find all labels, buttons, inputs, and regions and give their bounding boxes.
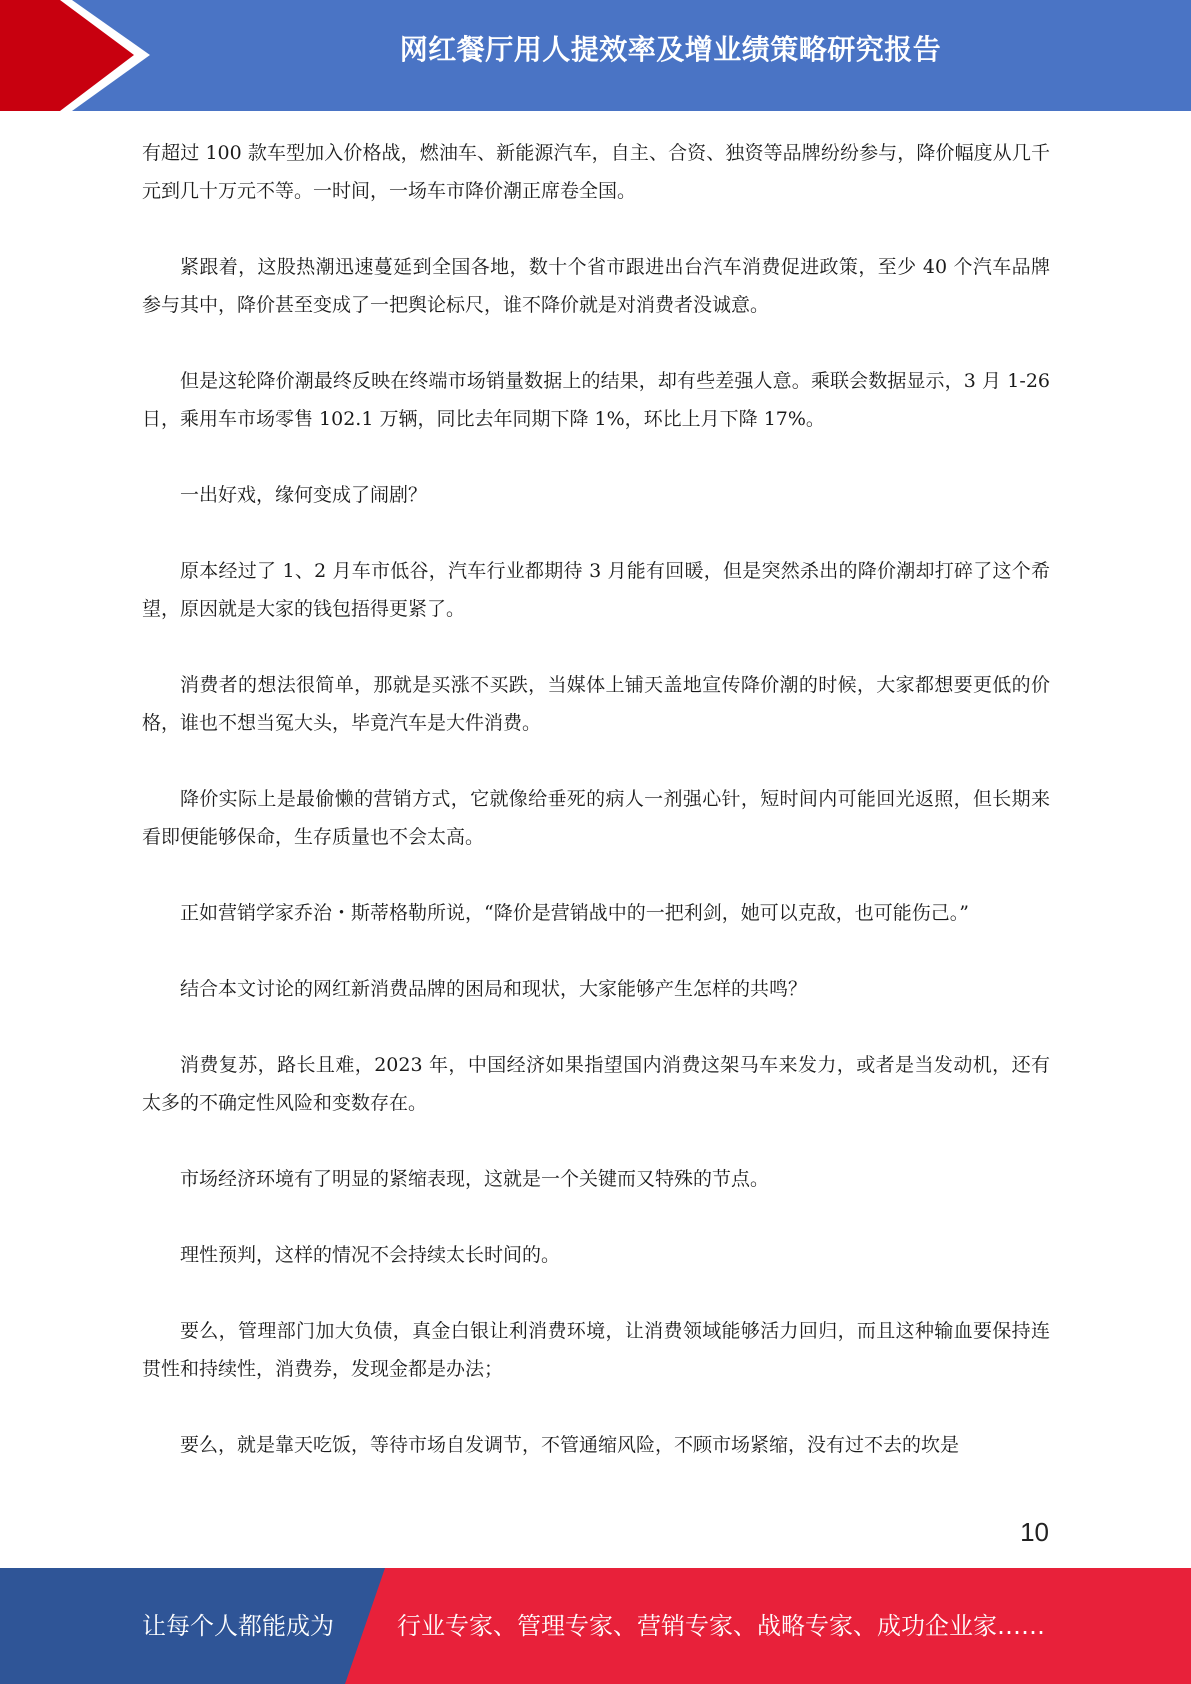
report-title: 网红餐厅用人提效率及增业绩策略研究报告 [399, 33, 942, 66]
paragraph: 原本经过了 1、2 月车市低谷，汽车行业都期待 3 月能有回暖，但是突然杀出的降价潮却打碎了这个希望，原因就是大家的钱包捂得更紧了。 [142, 560, 1050, 620]
paragraph: 要么，管理部门加大负债，真金白银让利消费环境，让消费领域能够活力回归，而且这种输血要保持连贯性和持续性，消费券，发现金都是办法； [142, 1320, 1050, 1380]
paragraph: 紧跟着，这股热潮迅速蔓延到全国各地，数十个省市跟进出台汽车消费促进政策，至少 40 个汽车品牌参与其中，降价甚至变成了一把舆论标尺，谁不降价就是对消费者没诚意。 [142, 256, 1050, 316]
paragraph: 消费者的想法很简单，那就是买涨不买跌，当媒体上铺天盖地宣传降价潮的时候，大家都想要更低的价格，谁也不想当冤大头，毕竟汽车是大件消费。 [142, 674, 1050, 734]
paragraph: 市场经济环境有了明显的紧缩表现，这就是一个关键而又特殊的节点。 [180, 1168, 770, 1190]
paragraph: 消费复苏，路长且难，2023 年，中国经济如果指望国内消费这架马车来发力，或者是当发动机，还有太多的不确定性风险和变数存在。 [142, 1054, 1050, 1114]
document-body [142, 134, 1050, 1502]
footer-slogan-left: 让每个人都能成为 [142, 1612, 334, 1640]
header-banner [0, 0, 1191, 111]
paragraph: 要么，就是靠天吃饭，等待市场自发调节，不管通缩风险，不顾市场紧缩，没有过不去的坎是 [180, 1434, 960, 1456]
paragraph: 有超过 100 款车型加入价格战，燃油车、新能源汽车，自主、合资、独资等品牌纷纷参与，降价幅度从几千元到几十万元不等。一时间，一场车市降价潮正席卷全国。 [142, 142, 1050, 202]
paragraph: 结合本文讨论的网红新消费品牌的困局和现状，大家能够产生怎样的共鸣？ [180, 978, 808, 1000]
paragraph: 一出好戏，缘何变成了闹剧？ [180, 484, 428, 506]
paragraph: 正如营销学家乔治・斯蒂格勒所说，“降价是营销战中的一把利剑，她可以克敌，也可能伤己。” [180, 902, 969, 924]
paragraph: 理性预判，这样的情况不会持续太长时间的。 [180, 1244, 561, 1266]
footer-slogan-right: 行业专家、管理专家、营销专家、战略专家、成功企业家…… [397, 1612, 1045, 1640]
paragraph: 但是这轮降价潮最终反映在终端市场销量数据上的结果，却有些差强人意。乘联会数据显示，3 月 1-26 日，乘用车市场零售 102.1 万辆，同比去年同期下降 1%，环比上月下降 17%。 [142, 370, 1050, 430]
paragraph: 降价实际上是最偷懒的营销方式，它就像给垂死的病人一剂强心针，短时间内可能回光返照，但长期来看即便能够保命，生存质量也不会太高。 [142, 788, 1050, 848]
header-arrow-decoration [0, 0, 160, 111]
footer-banner [0, 1568, 1191, 1684]
page-number: 10 [1020, 1517, 1049, 1547]
